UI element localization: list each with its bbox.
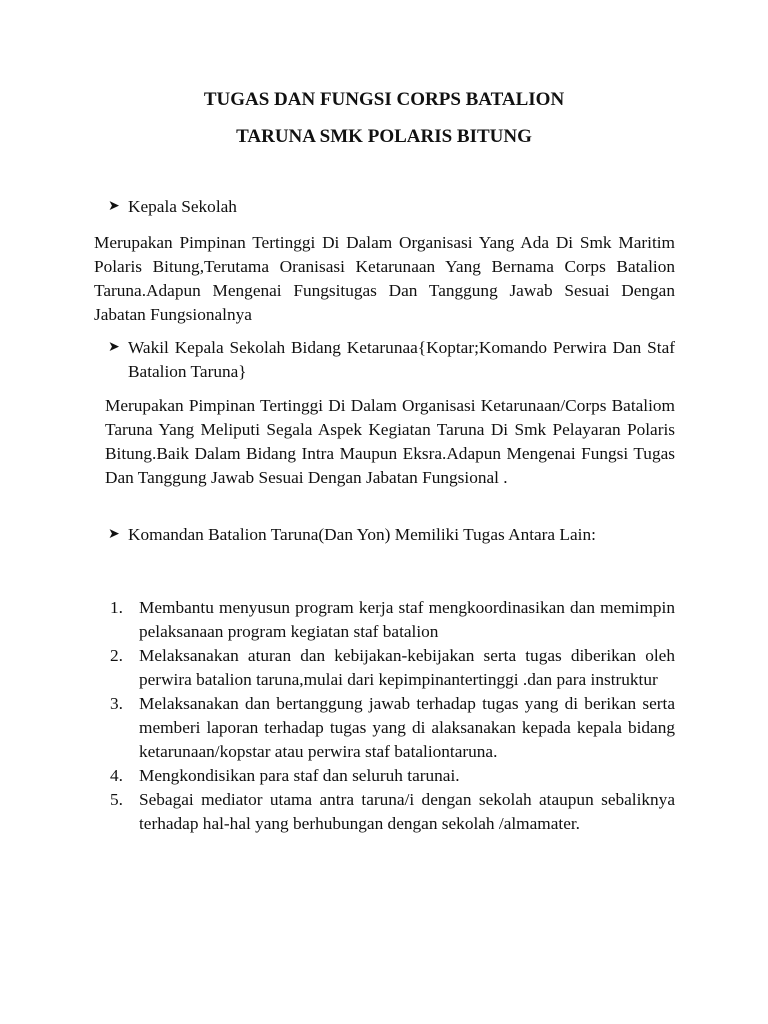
section-kepala-body: Merupakan Pimpinan Tertinggi Di Dalam Organisasi Yang Ada Di Smk Maritim Polaris Bitung,Terutama Oranisasi Ketarunaan Yang Bernama Corps Batalion Taruna.Adapun Mengenai Fungsitugas Dan Tanggung Jawab Sesuai Dengan Jabatan Fungsionalnya (94, 233, 675, 324)
list-item-text: Sebagai mediator utama antra taruna/i dengan sekolah ataupun sebaliknya terhadap hal-hal yang berhubungan dengan sekolah /almamater. (139, 790, 675, 833)
list-item-number: 1. (110, 598, 123, 617)
section-komandan-heading-text: Komandan Batalion Taruna(Dan Yon) Memiliki Tugas Antara Lain: (128, 525, 596, 544)
komandan-task-list (110, 596, 675, 836)
list-item-text: Melaksanakan dan bertanggung jawab terhadap tugas yang di berikan serta memberi laporan terhadap tugas yang di alaksanakan kepada kepala bidang ketarunaan/kopstar atau perwira staf bataliontaruna. (139, 694, 675, 761)
list-item-text: Membantu menyusun program kerja staf mengkoordinasikan dan memimpin pelaksanaan program kegiatan staf batalion (139, 598, 675, 641)
section-wakil-body: Merupakan Pimpinan Tertinggi Di Dalam Organisasi Ketarunaan/Corps Bataliom Taruna Yang Meliputi Segala Aspek Kegiatan Taruna Di Smk Pelayaran Polaris Bitung.Baik Dalam Bidang Intra Maupun Eksra.Adapun Mengenai Fungsi Tugas Dan Tanggung Jawab Sesuai Dengan Jabatan Fungsional . (105, 396, 675, 487)
document-title-line-1: TUGAS DAN FUNGSI CORPS BATALION (203, 89, 565, 110)
list-item (110, 596, 675, 644)
arrow-bullet-icon: ➤ (108, 199, 120, 214)
list-item-number: 2. (110, 646, 123, 665)
arrow-bullet-icon: ➤ (108, 527, 120, 542)
section-wakil-heading (108, 336, 675, 384)
list-item-number: 3. (110, 694, 123, 713)
list-item-text: Mengkondisikan para staf dan seluruh tarunai. (139, 766, 460, 785)
list-item-text: Melaksanakan aturan dan kebijakan-kebijakan serta tugas diberikan oleh perwira batalion taruna,mulai dari kepimpinantertinggi .dan para instruktur (139, 646, 675, 689)
list-item (110, 764, 675, 788)
list-item (110, 692, 675, 764)
list-item (110, 788, 675, 836)
section-wakil-heading-text: Wakil Kepala Sekolah Bidang Ketarunaa{Koptar;Komando Perwira Dan Staf Batalion Taruna} (128, 338, 675, 381)
list-item (110, 644, 675, 692)
section-kepala-heading (108, 195, 675, 219)
document-title-line-2: TARUNA SMK POLARIS BITUNG (236, 126, 532, 147)
list-item-number: 5. (110, 790, 123, 809)
list-item-number: 4. (110, 766, 123, 785)
section-komandan-heading (108, 523, 675, 547)
arrow-bullet-icon: ➤ (108, 340, 120, 355)
section-kepala-heading-text: Kepala Sekolah (128, 197, 237, 216)
